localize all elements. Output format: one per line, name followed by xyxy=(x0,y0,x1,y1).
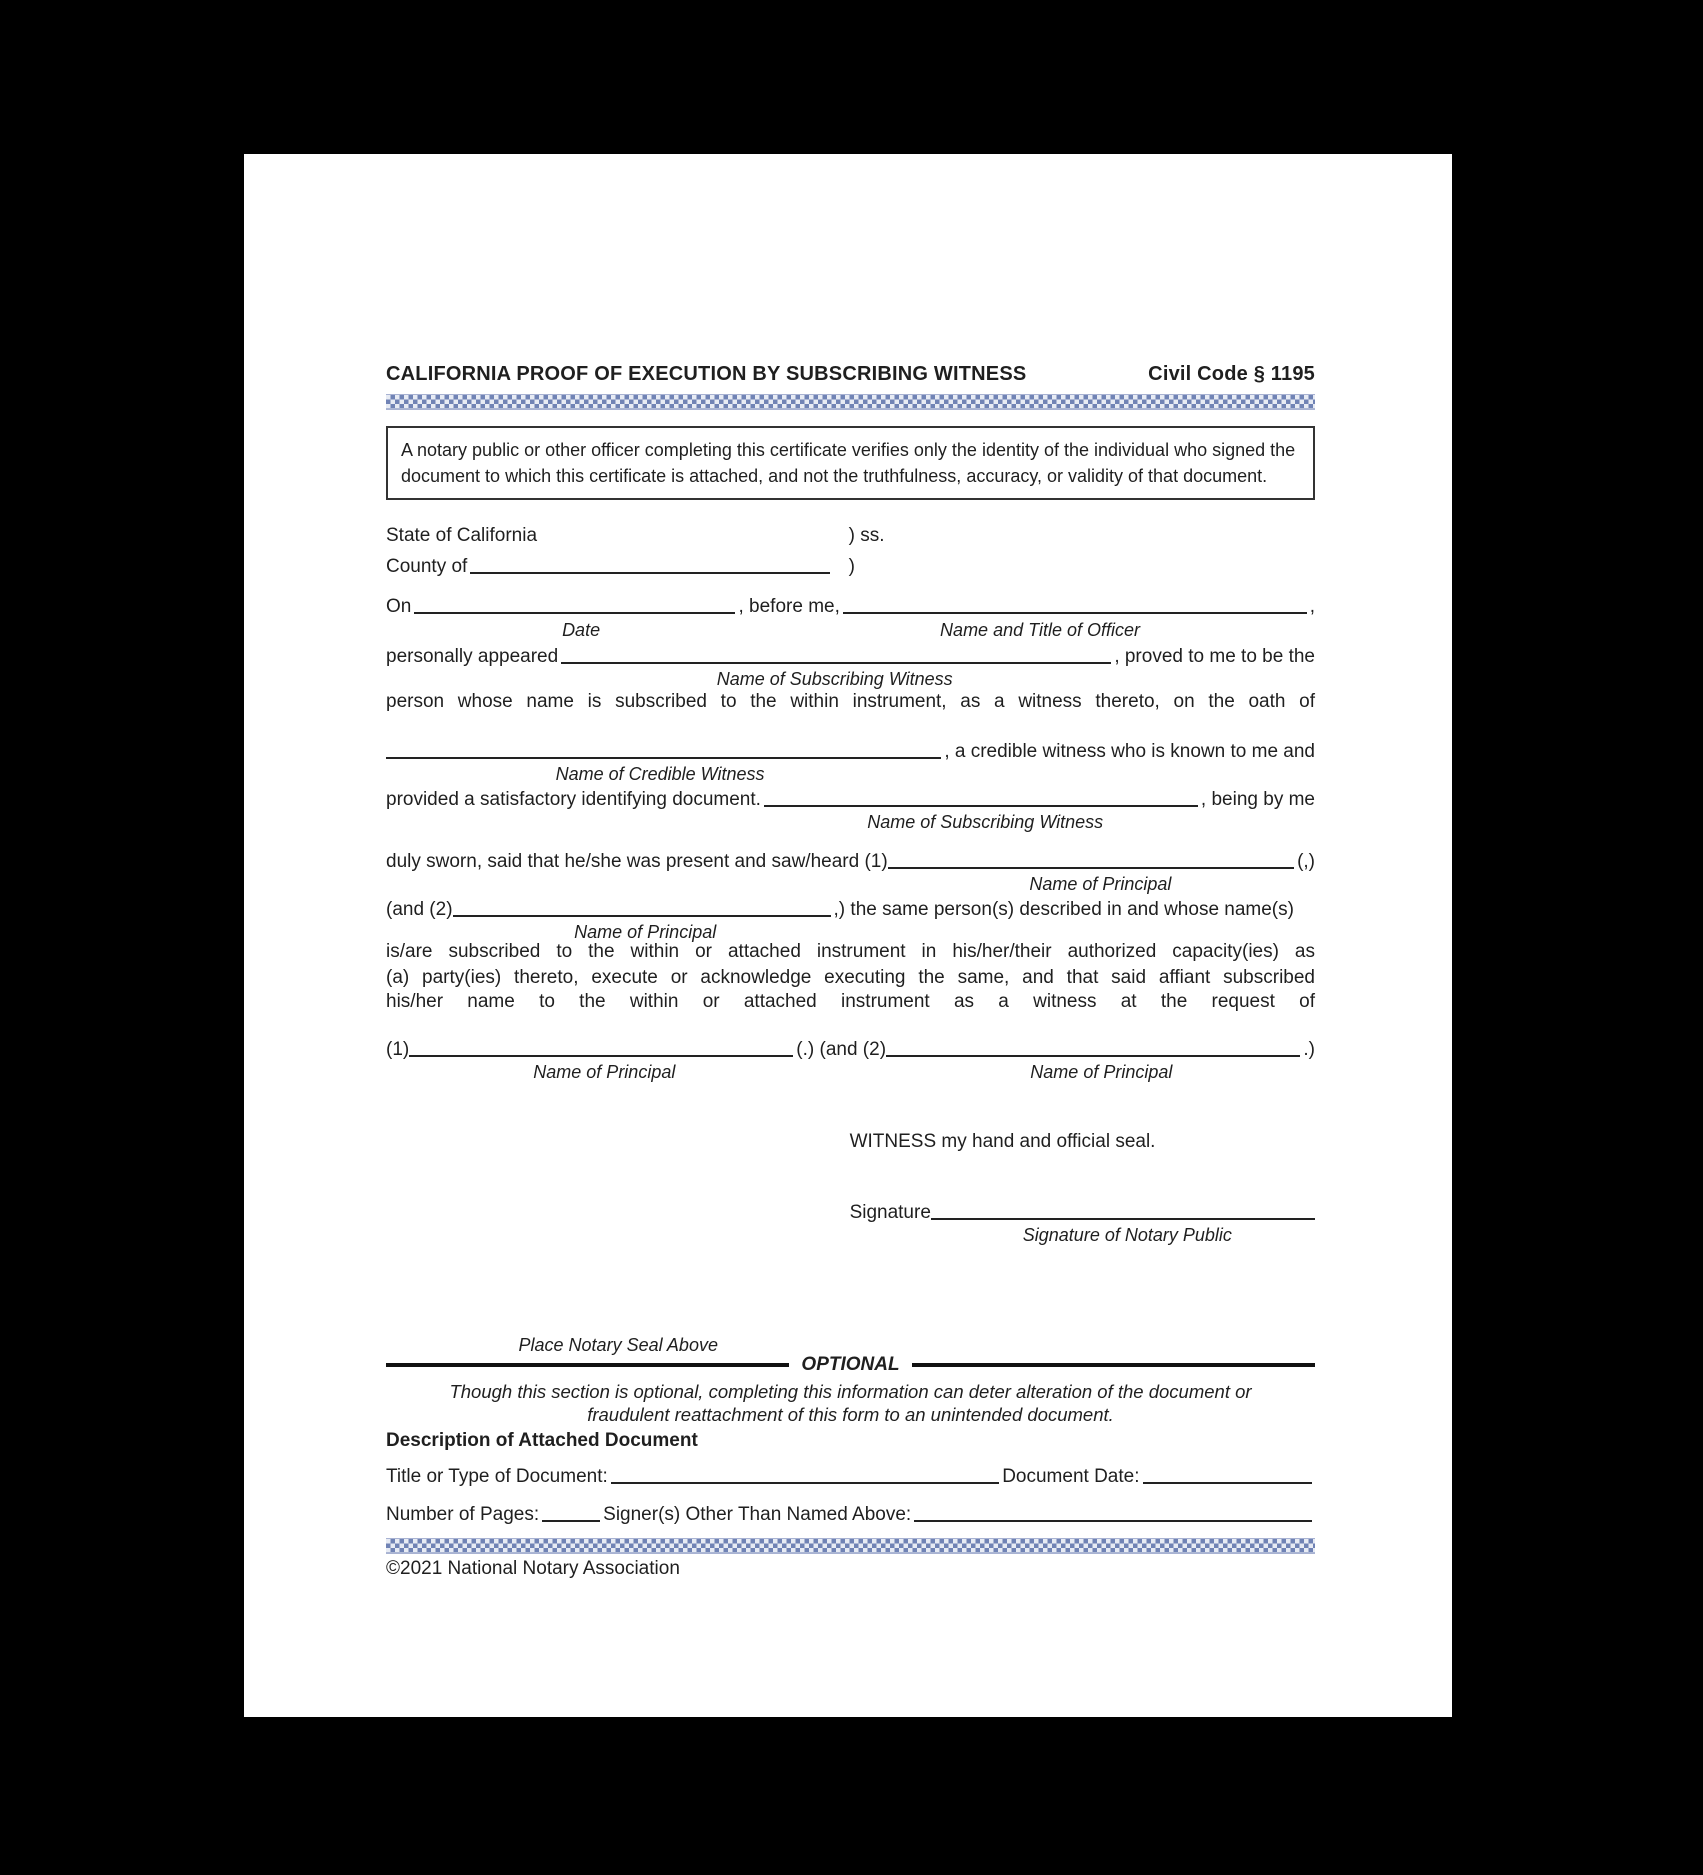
doc-date-label: Document Date: xyxy=(1002,1466,1140,1487)
principal-end-label: .) xyxy=(1303,1039,1315,1060)
county-label: County of xyxy=(386,556,468,577)
request-principal-1-blank xyxy=(409,1055,793,1057)
personally-appeared-label: personally appeared xyxy=(386,646,559,667)
principal-sublabel-2: Name of Principal xyxy=(574,922,717,942)
header xyxy=(386,363,1315,386)
optional-label: OPTIONAL xyxy=(801,1354,900,1375)
request-of-principals-line xyxy=(386,1038,1315,1061)
principal-1-blank xyxy=(888,867,1294,869)
decorative-border-bottom xyxy=(386,1538,1315,1554)
witness-seal-text: WITNESS my hand and official seal. xyxy=(849,1131,1156,1152)
principal-sublabel-row-1 xyxy=(386,873,1315,895)
title-type-label: Title or Type of Document: xyxy=(386,1466,608,1487)
civil-code-reference: Civil Code § 1195 xyxy=(1148,363,1315,385)
subscribing-witness-blank xyxy=(561,662,1111,664)
place-seal-note: Place Notary Seal Above xyxy=(518,1335,718,1355)
date-officer-sublabels xyxy=(386,619,1315,641)
state-line xyxy=(386,524,1315,547)
title-type-blank xyxy=(611,1482,999,1484)
being-by-me-label: , being by me xyxy=(1200,789,1315,810)
county-line xyxy=(386,555,1315,578)
title-docdate-line xyxy=(386,1465,1315,1488)
signers-blank xyxy=(914,1520,1312,1522)
proved-label: , proved to me to be the xyxy=(1114,646,1315,667)
date-sublabel: Date xyxy=(562,620,601,640)
principal-mid-label: (.) (and (2) xyxy=(796,1039,887,1060)
signers-label: Signer(s) Other Than Named Above: xyxy=(603,1504,912,1525)
subscribing-witness-blank-2 xyxy=(764,805,1198,807)
capacity-line-1: is/are subscribed to the within or attached instrument in his/her/their authorized capacity(ies) as xyxy=(386,941,1315,962)
notary-disclaimer-text: A notary public or other officer completing this certificate verifies only the identity of the individual who signed the document to which this certificate is attached, and not the truthfulness, accuracy, or validity of that document. xyxy=(401,440,1296,486)
provided-label: provided a satisfactory identifying document. xyxy=(386,789,761,810)
capacity-line-3: his/her name to the within or attached instrument as a witness at the request of xyxy=(386,991,1315,1012)
date-blank xyxy=(414,612,735,614)
personally-appeared-line xyxy=(386,645,1315,668)
divider-rule-left xyxy=(386,1363,789,1367)
same-persons-label: ,) the same person(s) described in and whose name(s) xyxy=(833,899,1294,920)
notary-disclaimer-box xyxy=(386,426,1315,500)
state-label: State of California xyxy=(386,525,538,546)
principal-sublabel-3: Name of Principal xyxy=(533,1062,676,1082)
and-two-line xyxy=(386,898,1315,921)
optional-divider xyxy=(386,1354,1315,1376)
witness-seal-line xyxy=(386,1130,1315,1153)
date-officer-line xyxy=(386,595,1315,618)
credible-witness-blank xyxy=(386,757,941,759)
principal-sublabel-row-3 xyxy=(386,1061,1315,1083)
comma-close-label: (,) xyxy=(1297,851,1315,872)
num-pages-blank xyxy=(542,1520,600,1522)
credible-witness-line xyxy=(386,740,1315,763)
signature-sublabel-row xyxy=(386,1224,1315,1246)
line-end-comma: , xyxy=(1309,596,1315,617)
duly-sworn-label: duly sworn, said that he/she was present and saw/heard (1) xyxy=(386,851,888,872)
pages-signers-line xyxy=(386,1503,1315,1526)
decorative-border-top xyxy=(386,394,1315,410)
seal-note-row xyxy=(386,1334,1315,1356)
copyright-notice: ©2021 National Notary Association xyxy=(386,1558,680,1579)
optional-note-line-1: Though this section is optional, completing this information can deter alteration of the document or xyxy=(449,1381,1252,1402)
principal-sublabel-4: Name of Principal xyxy=(1030,1062,1173,1082)
subscribing-witness-sublabel: Name of Subscribing Witness xyxy=(716,669,953,689)
and-two-label: (and (2) xyxy=(386,899,453,920)
subscribing-witness-sublabel-row xyxy=(386,668,1315,690)
duly-sworn-line xyxy=(386,850,1315,873)
signature-label: Signature xyxy=(849,1202,931,1223)
num-pages-label: Number of Pages: xyxy=(386,1504,540,1525)
credible-witness-sublabel-row xyxy=(386,763,1315,785)
principal-2-blank xyxy=(453,915,831,917)
signature-notary-sublabel: Signature of Notary Public xyxy=(1022,1225,1232,1245)
capacity-line-2: (a) party(ies) thereto, execute or acknowledge executing the same, and that said affiant subscribed xyxy=(386,967,1315,988)
signature-line xyxy=(386,1201,1315,1224)
oath-line: person whose name is subscribed to the within instrument, as a witness thereto, on the oath of xyxy=(386,691,1315,712)
description-heading: Description of Attached Document xyxy=(386,1430,698,1451)
ss-label: ) ss. xyxy=(848,525,885,546)
subscribing-witness-sublabel-row-2 xyxy=(386,811,1315,833)
request-principal-2-blank xyxy=(886,1055,1300,1057)
county-paren: ) xyxy=(848,556,855,577)
subscribing-witness-sublabel-2: Name of Subscribing Witness xyxy=(867,812,1104,832)
on-label: On xyxy=(386,596,412,617)
document-page xyxy=(244,154,1452,1717)
notary-signature-blank xyxy=(931,1218,1315,1220)
officer-blank xyxy=(843,612,1307,614)
credible-witness-suffix: , a credible witness who is known to me and xyxy=(944,741,1315,762)
county-blank xyxy=(470,572,830,574)
before-me-label: , before me, xyxy=(738,596,840,617)
page-title: CALIFORNIA PROOF OF EXECUTION BY SUBSCRIBING WITNESS xyxy=(386,363,1027,385)
principal-sublabel-1: Name of Principal xyxy=(1029,874,1172,894)
divider-rule-right xyxy=(912,1363,1315,1367)
principal-one-label: (1) xyxy=(386,1039,410,1060)
doc-date-blank xyxy=(1143,1482,1313,1484)
officer-sublabel: Name and Title of Officer xyxy=(940,620,1140,640)
document-content xyxy=(386,154,1315,1717)
identifying-document-line xyxy=(386,788,1315,811)
optional-note-line-2: fraudulent reattachment of this form to an unintended document. xyxy=(587,1404,1114,1425)
credible-witness-sublabel: Name of Credible Witness xyxy=(555,764,765,784)
